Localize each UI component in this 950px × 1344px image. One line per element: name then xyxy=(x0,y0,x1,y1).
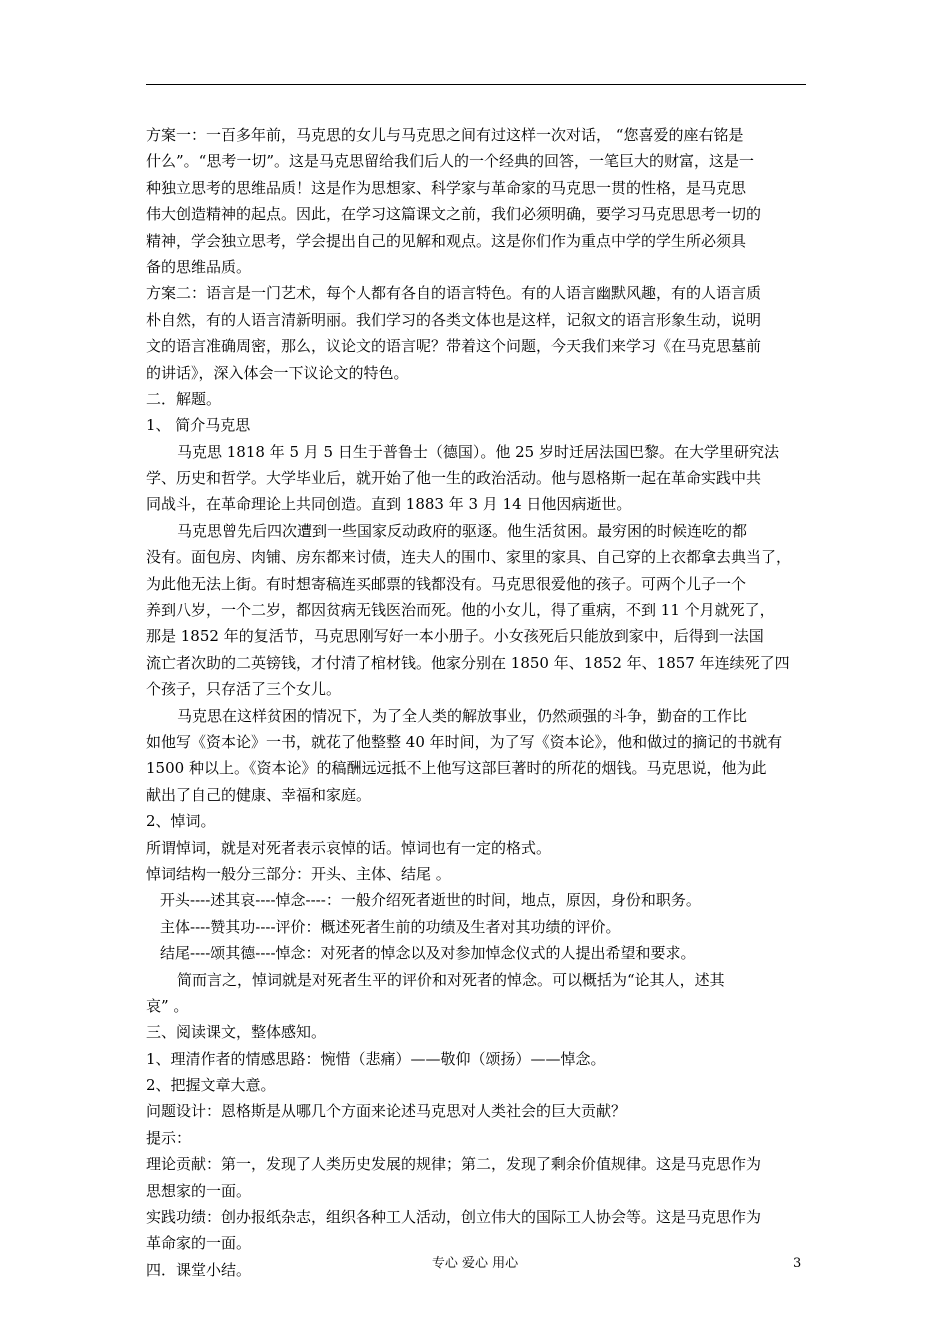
text-line: 革命家的一面。 xyxy=(146,1234,252,1253)
text-line: 马克思在这样贫困的情况下，为了全人类的解放事业，仍然顽强的斗争，勤奋的工作比 xyxy=(177,706,748,725)
text-line: 朴自然，有的人语言清新明丽。我们学习的各类文体也是这样，记叙文的语言形象生动，说明 xyxy=(146,310,762,329)
text-line: 主体----赞其功----评价：概述死者生前的功绩及生者对其功绩的评价。 xyxy=(160,917,621,936)
text-line: 悼词结构一般分三部分：开头、主体、结尾 。 xyxy=(146,864,451,883)
document-body xyxy=(146,122,808,1283)
text-line: 个孩子，只存活了三个女儿。 xyxy=(146,680,342,699)
text-line: 二．解题。 xyxy=(146,389,222,408)
text-line: 什么”。“思考一切”。这是马克思留给我们后人的一个经典的回答，一笔巨大的财富，这是一 xyxy=(146,152,755,171)
text-line: 1500 种以上。《资本论》的稿酬远远抵不上他写这部巨著时的所花的烟钱。马克思说，他为此 xyxy=(146,759,767,778)
page-footer xyxy=(0,1253,950,1275)
page-number: 3 xyxy=(793,1256,802,1271)
text-line: 1、 简介马克思 xyxy=(146,416,251,435)
text-line: 四．课堂小结。 xyxy=(146,1260,252,1279)
text-line: 流亡者次助的二英镑钱，才付清了棺材钱。他家分别在 1850 年、1852 年、1857 年连续死了四 xyxy=(146,653,790,672)
text-line: 学、历史和哲学。大学毕业后，就开始了他一生的政治活动。他与恩格斯一起在革命实践中共 xyxy=(146,469,762,488)
text-line: 如他写《资本论》一书，就花了他整整 40 年时间，为了写《资本论》，他和做过的摘记的书就有 xyxy=(146,732,783,751)
text-line: 马克思曾先后四次遭到一些国家反动政府的驱逐。他生活贫困。最穷困的时候连吃的都 xyxy=(177,521,748,540)
text-line: 精神，学会独立思考，学会提出自己的见解和观点。这是你们作为重点中学的学生所必须具 xyxy=(146,231,747,250)
text-line: 思想家的一面。 xyxy=(146,1181,252,1200)
text-line: 方案一：一百多年前，马克思的女儿与马克思之间有过这样一次对话， “您喜爱的座右铭是 xyxy=(146,126,744,144)
text-line: 为此他无法上街。有时想寄稿连买邮票的钱都没有。马克思很爱他的孩子。可两个儿子一个 xyxy=(146,574,747,593)
text-line: 1、理清作者的情感思路：惋惜（悲痛）——敬仰（颂扬）——悼念。 xyxy=(146,1049,606,1068)
text-line: 实践功绩：创办报纸杂志，组织各种工人活动，创立伟大的国际工人协会等。这是马克思作为 xyxy=(146,1208,762,1227)
text-line: 养到八岁，一个二岁，都因贫病无钱医治而死。他的小女儿，得了重病，不到 11 个月就死了， xyxy=(146,601,775,620)
text-line: 问题设计：恩格斯是从哪几个方面来论述马克思对人类社会的巨大贡献？ xyxy=(146,1102,627,1121)
text-line: 方案二：语言是一门艺术，每个人都有各自的语言特色。有的人语言幽默风趣，有的人语言质 xyxy=(146,284,762,303)
text-line: 文的语言准确周密，那么，议论文的语言呢？带着这个问题，今天我们来学习《在马克思墓前 xyxy=(146,337,762,356)
text-line: 那是 1852 年的复活节，马克思刚写好一本小册子。小女孩死后只能放到家中，后得到一法国 xyxy=(146,627,764,646)
text-line: 献出了自己的健康、幸福和家庭。 xyxy=(146,785,372,804)
text-line: 种独立思考的思维品质！这是作为思想家、科学家与革命家的马克思一贯的性格，是马克思 xyxy=(146,178,747,197)
text-line: 理论贡献：第一，发现了人类历史发展的规律；第二，发现了剩余价值规律。这是马克思作为 xyxy=(146,1155,762,1174)
text-line: 简而言之，悼词就是对死者生平的评价和对死者的悼念。可以概括为“论其人，述其 xyxy=(177,970,725,989)
text-line: 开头----述其哀----悼念----：一般介绍死者逝世的时间，地点，原因，身份和职务。 xyxy=(160,891,701,910)
text-line: 三、阅读课文，整体感知。 xyxy=(146,1023,327,1042)
text-line: 没有。面包房、肉铺、房东都来讨债，连夫人的围巾、家里的家具、自己穿的上衣都拿去典当了， xyxy=(146,548,792,567)
text-line: 伟大创造精神的起点。因此，在学习这篇课文之前，我们必须明确，要学习马克思思考一切的 xyxy=(146,205,762,224)
text-line: 马克思 1818 年 5 月 5 日生于普鲁士（德国）。他 25 岁时迁居法国巴黎。在大学里研究法 xyxy=(177,442,779,461)
text-line: 提示： xyxy=(146,1128,192,1147)
footer-motto: 专心 爱心 用心 xyxy=(431,1256,519,1271)
text-line: 2、悼词。 xyxy=(146,812,216,831)
text-line: 同战斗，在革命理论上共同创造。直到 1883 年 3 月 14 日他因病逝世。 xyxy=(146,495,632,514)
text-line: 结尾----颂其德----悼念：对死者的悼念以及对参加悼念仪式的人提出希望和要求。 xyxy=(160,944,696,963)
text-line: 的讲话》，深入体会一下议论文的特色。 xyxy=(146,363,409,382)
text-line: 备的思维品质。 xyxy=(146,257,252,276)
header-rule xyxy=(146,84,806,85)
text-line: 所谓悼词，就是对死者表示哀悼的话。悼词也有一定的格式。 xyxy=(146,838,552,857)
text-line: 2、把握文章大意。 xyxy=(146,1076,276,1095)
text-line: 哀” 。 xyxy=(146,996,189,1015)
